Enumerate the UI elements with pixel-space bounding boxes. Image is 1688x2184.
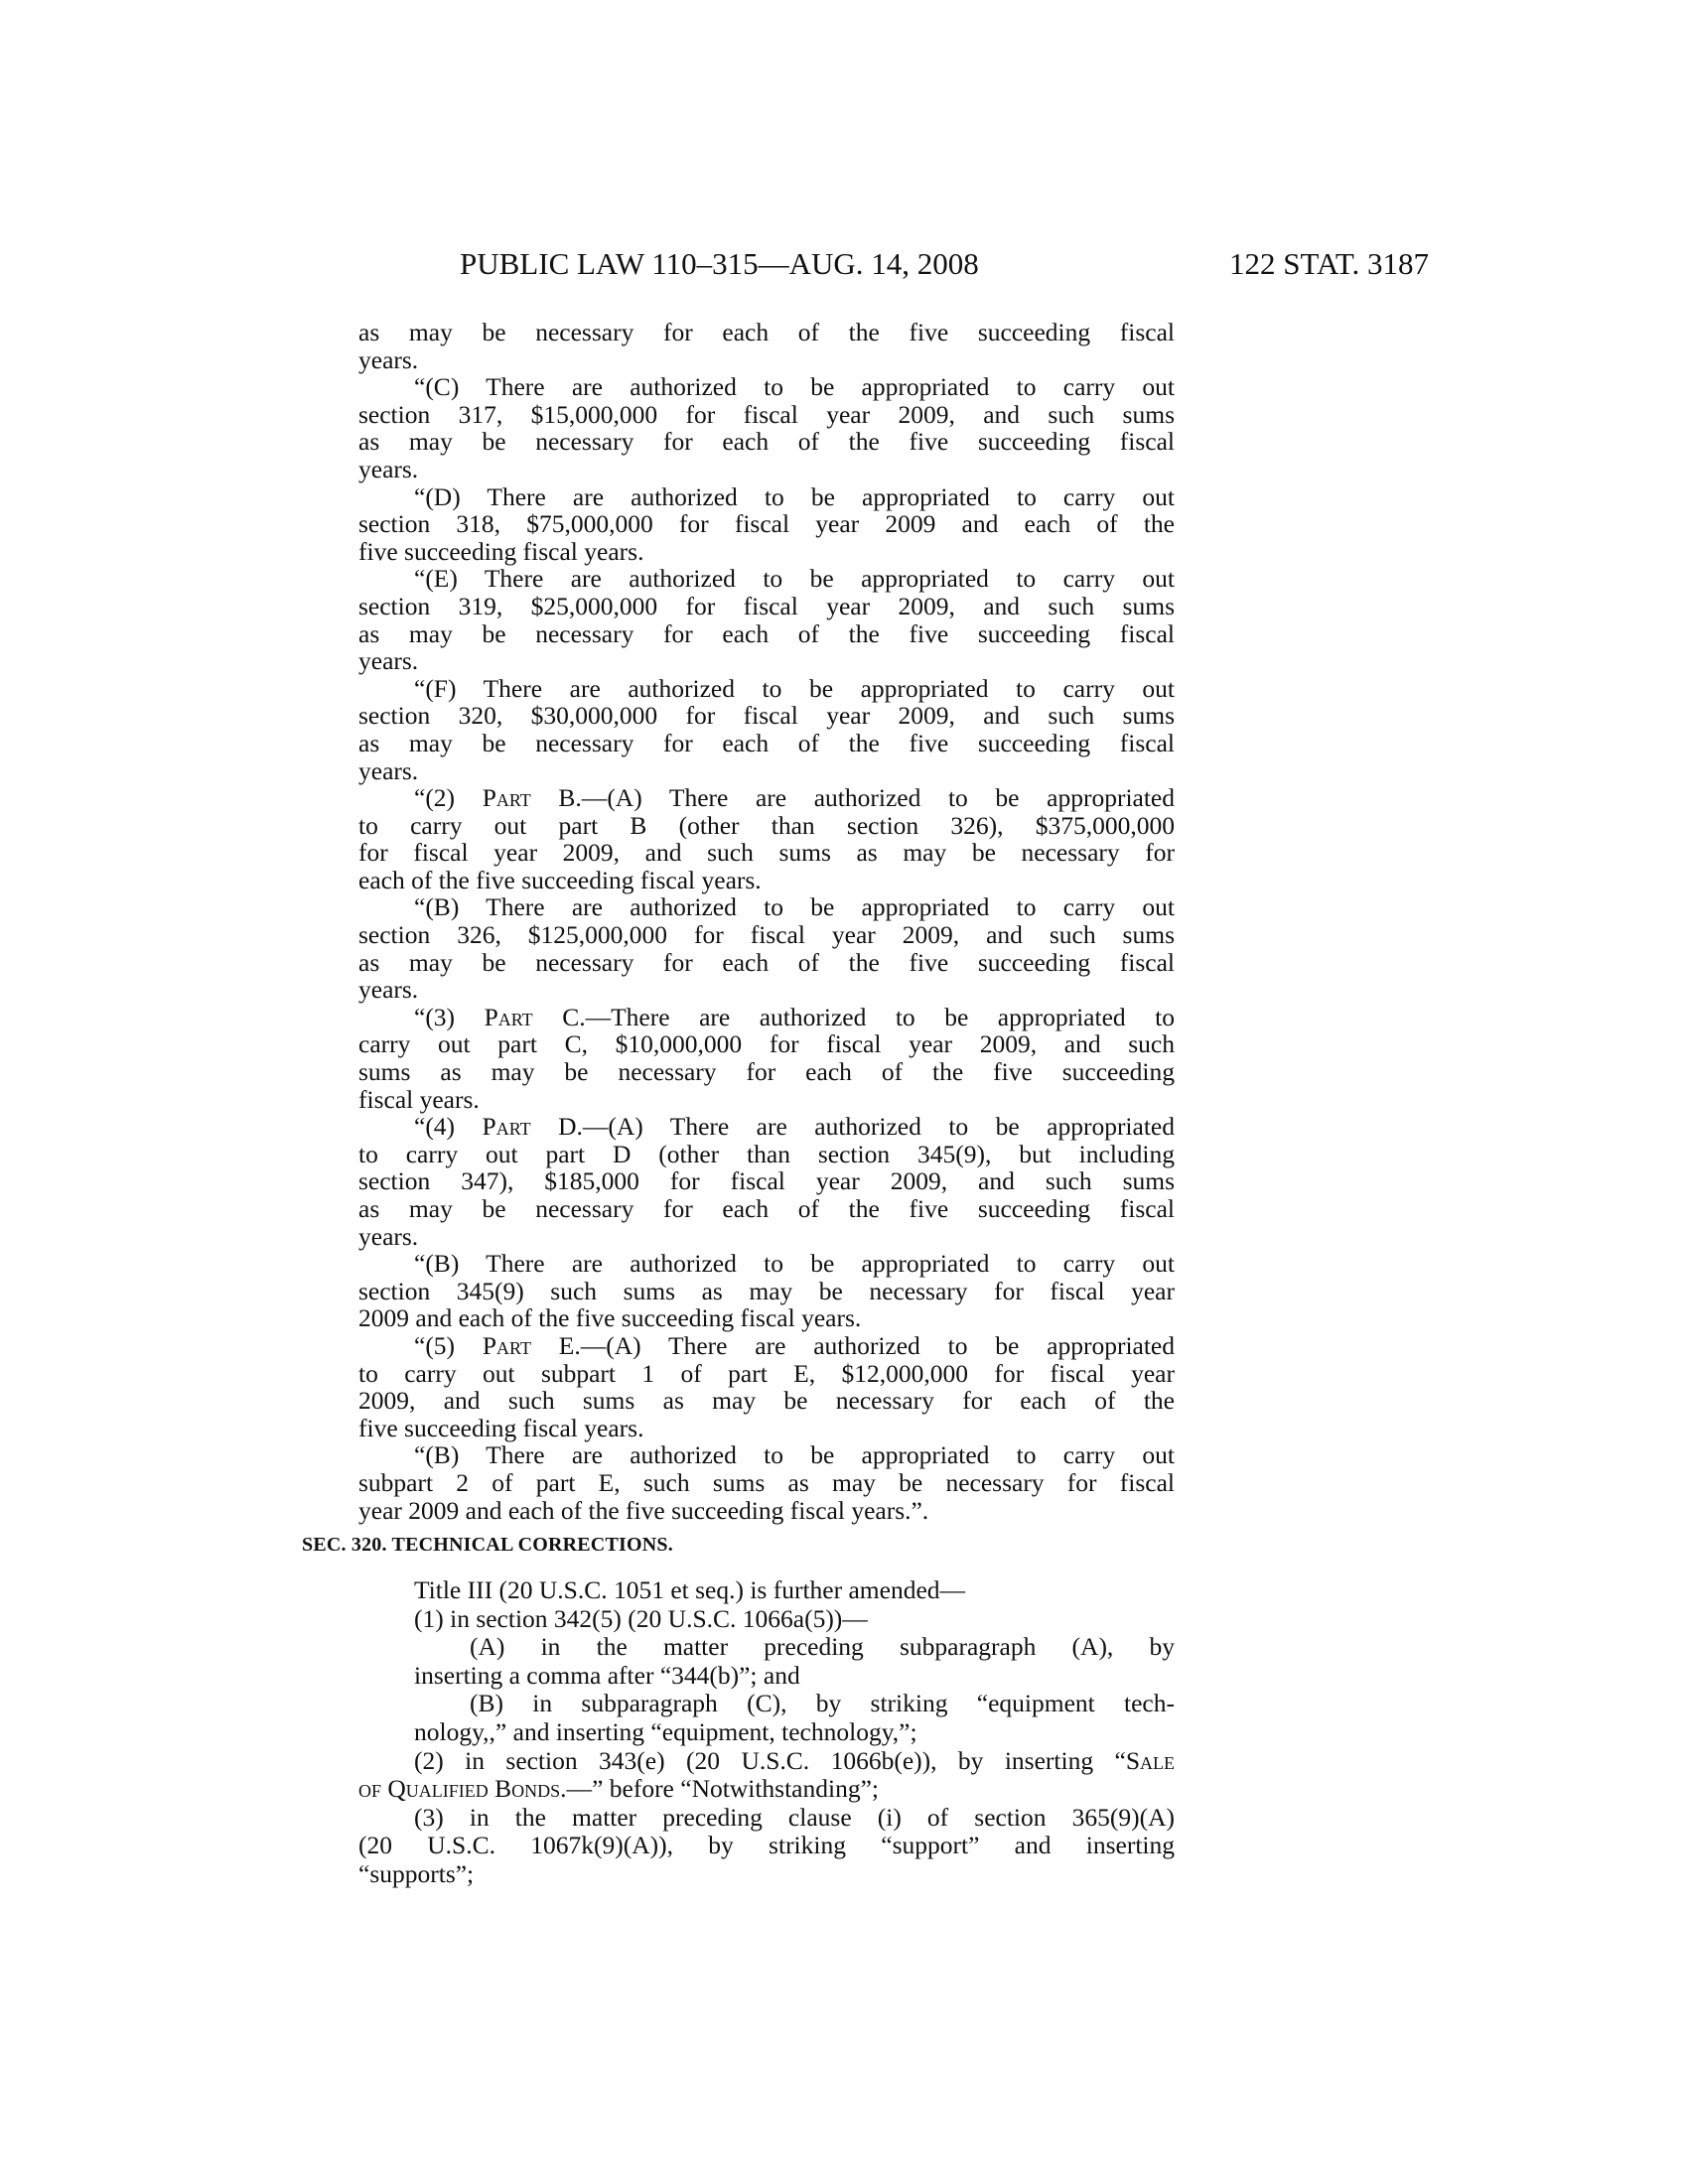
technical-corrections-text [358, 1576, 1175, 1889]
text-line: “(C) There are authorized to be appropriated to carry out [414, 372, 1175, 402]
text-line: (20 U.S.C. 1067k(9)(A)), by striking “support” and inserting [358, 1831, 1175, 1860]
text-line: carry out part C, $10,000,000 for fiscal year 2009, and such [358, 1029, 1175, 1059]
paragraph [358, 1250, 1175, 1332]
text-line: (B) in subparagraph (C), by striking “equipment tech- [470, 1689, 1175, 1718]
text-line: years. [358, 755, 419, 785]
running-header-title: PUBLIC LAW 110–315—AUG. 14, 2008 [460, 246, 979, 281]
text-line: years. [358, 646, 419, 676]
text-line: to carry out part B (other than section 326), $375,000,000 [358, 810, 1175, 840]
text-segment: (A) There are authorized to be appropriated [606, 1330, 1175, 1360]
paragraph [358, 1605, 1175, 1634]
text-line [414, 1747, 1175, 1776]
text-line [414, 1004, 1175, 1031]
text-line: “(D) There are authorized to be appropriated to carry out [414, 481, 1175, 511]
text-line: to carry out part D (other than section 345(9), but including [358, 1139, 1175, 1168]
text-line: inserting a comma after “344(b)”; and [414, 1660, 800, 1690]
paragraph [358, 1004, 1175, 1113]
paragraph [358, 1747, 1175, 1804]
text-line: “(B) There are authorized to be appropriated to carry out [414, 1440, 1175, 1470]
text-line: as may be necessary for each of the five succeeding fiscal [358, 618, 1175, 648]
text-line: section 326, $125,000,000 for fiscal year 2009, and such sums [358, 920, 1175, 950]
text-segment: “(5) [414, 1330, 483, 1360]
text-line: section 345(9) such sums as may be necessary for fiscal year [358, 1276, 1175, 1305]
text-line [358, 1775, 1175, 1804]
text-line: section 317, $15,000,000 for fiscal year 2009, and such sums [358, 399, 1175, 429]
text-line: as may be necessary for each of the five succeeding fiscal [358, 947, 1175, 977]
paragraph [358, 565, 1175, 674]
small-caps-heading: Part B.— [482, 783, 608, 813]
text-line: years. [358, 344, 419, 374]
text-line: “(B) There are authorized to be appropriated to carry out [414, 892, 1175, 922]
appropriations-text [358, 319, 1175, 1524]
text-line: 2009 and each of the five succeeding fiscal years. [358, 1303, 862, 1333]
running-header-page-number: 122 STAT. 3187 [1229, 246, 1430, 281]
text-line: as may be necessary for each of the five succeeding fiscal [358, 318, 1175, 346]
paragraph [358, 675, 1175, 784]
paragraph [358, 1441, 1175, 1524]
paragraph [358, 373, 1175, 482]
text-line: years. [358, 975, 419, 1005]
text-line: years. [358, 1221, 419, 1251]
text-line: five succeeding fiscal years. [358, 536, 644, 566]
text-line: section 347), $185,000 for fiscal year 2009, and such sums [358, 1166, 1175, 1196]
text-line: for fiscal year 2009, and such sums as may be necessary for [358, 838, 1175, 868]
small-caps-heading: of Qualified Bonds.— [358, 1774, 593, 1804]
small-caps-heading: Part D.— [482, 1112, 609, 1142]
paragraph [358, 319, 1175, 373]
paragraph [358, 1804, 1175, 1889]
paragraph [358, 784, 1175, 893]
text-segment: “(2) [414, 783, 483, 813]
small-caps-heading: Part C.— [484, 1002, 612, 1031]
small-caps-heading: Part E.— [482, 1330, 607, 1360]
paragraph [358, 1633, 1175, 1690]
paragraph [358, 1332, 1175, 1441]
text-line: sums as may be necessary for each of the five succeeding [358, 1057, 1175, 1087]
paragraph [358, 1690, 1175, 1746]
paragraph [358, 1576, 1175, 1605]
text-line: “supports”; [358, 1858, 475, 1888]
paragraph [358, 1113, 1175, 1250]
text-segment: (A) There are authorized to be appropriated [608, 1112, 1175, 1142]
text-line: “(B) There are authorized to be appropriated to carry out [414, 1249, 1175, 1279]
text-line: nology,,” and inserting “equipment, technology,”; [414, 1716, 917, 1746]
text-line: Title III (20 U.S.C. 1051 et seq.) is further amended— [414, 1575, 966, 1604]
text-line: “(E) There are authorized to be appropriated to carry out [414, 564, 1175, 594]
text-line: 2009, and such sums as may be necessary for each of the [358, 1386, 1175, 1416]
text-line: section 318, $75,000,000 for fiscal year 2009 and each of the [358, 509, 1175, 539]
text-line: section 320, $30,000,000 for fiscal year 2009, and such sums [358, 701, 1175, 731]
text-line: fiscal years. [358, 1084, 480, 1114]
text-line: (A) in the matter preceding subparagraph (A), by [470, 1632, 1175, 1662]
paragraph [358, 483, 1175, 566]
text-line: as may be necessary for each of the five succeeding fiscal [358, 427, 1175, 457]
text-segment: (2) in section 343(e) (20 U.S.C. 1066b(e)), by inserting “ [414, 1745, 1126, 1775]
text-line: each of the five succeeding fiscal years. [358, 865, 762, 894]
text-segment: “(3) [414, 1002, 485, 1031]
text-line: subpart 2 of part E, such sums as may be necessary for fiscal [358, 1467, 1175, 1497]
text-line: “(F) There are authorized to be appropriated to carry out [414, 673, 1175, 703]
text-line: five succeeding fiscal years. [358, 1413, 644, 1442]
text-line [414, 784, 1175, 812]
section-heading: SEC. 320. TECHNICAL CORRECTIONS. [302, 1534, 673, 1556]
text-line [414, 1332, 1175, 1360]
small-caps-heading: Sale [1125, 1745, 1175, 1775]
text-segment: ” before “Notwithstanding”; [592, 1774, 879, 1804]
text-line: as may be necessary for each of the five succeeding fiscal [358, 728, 1175, 757]
text-line [414, 1113, 1175, 1141]
text-segment: (A) There are authorized to be appropriated [607, 783, 1175, 813]
text-line: year 2009 and each of the five succeeding fiscal years.”. [358, 1495, 929, 1525]
text-line: (3) in the matter preceding clause (i) of section 365(9)(A) [414, 1802, 1175, 1832]
text-line: (1) in section 342(5) (20 U.S.C. 1066a(5))— [414, 1603, 868, 1633]
text-segment: “(4) [414, 1112, 483, 1142]
text-line: section 319, $25,000,000 for fiscal year 2009, and such sums [358, 591, 1175, 620]
text-segment: There are authorized to be appropriated to [611, 1002, 1176, 1031]
text-line: as may be necessary for each of the five succeeding fiscal [358, 1194, 1175, 1223]
paragraph [358, 893, 1175, 1003]
text-line: to carry out subpart 1 of part E, $12,000,000 for fiscal year [358, 1358, 1175, 1388]
text-line: years. [358, 454, 419, 483]
